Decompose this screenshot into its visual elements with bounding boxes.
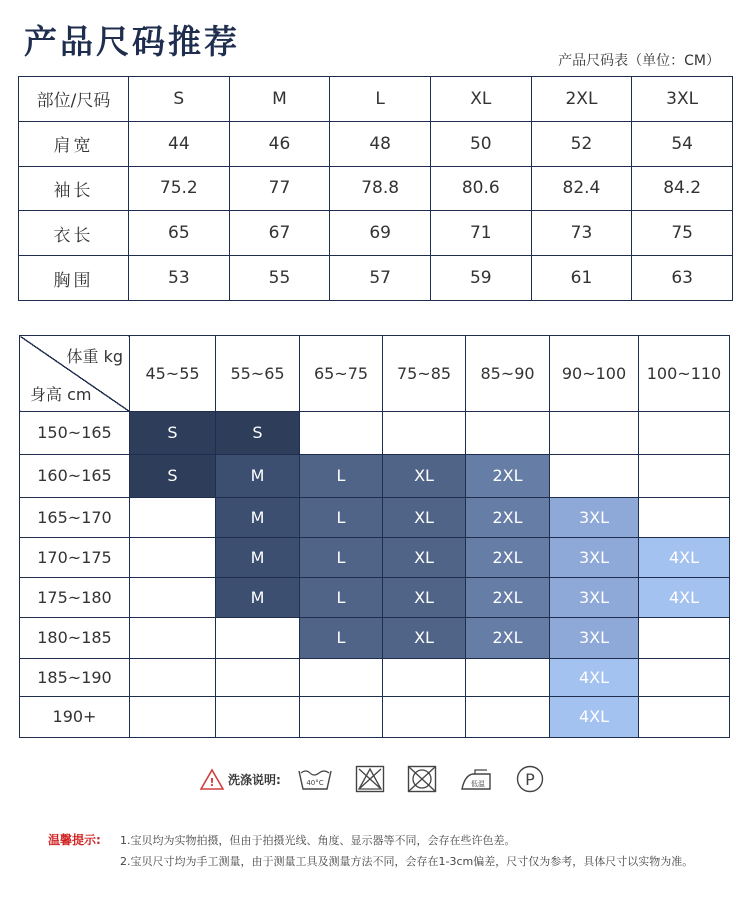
empty-cell — [466, 658, 550, 696]
recommended-size-cell: XL — [383, 537, 466, 577]
size-column-header: M — [229, 77, 330, 122]
empty-cell — [130, 658, 216, 696]
size-recommendation-table — [19, 335, 730, 738]
recommended-size-cell: S — [216, 412, 300, 454]
warning-icon — [200, 768, 224, 790]
measurement-value: 50 — [430, 121, 531, 166]
weight-range-header: 75~85 — [383, 336, 466, 412]
recommendation-row — [20, 497, 730, 537]
measurement-value: 48 — [330, 121, 431, 166]
measurement-value: 75.2 — [129, 166, 230, 211]
measurement-value: 71 — [430, 211, 531, 256]
measurement-value: 80.6 — [430, 166, 531, 211]
measurement-value: 84.2 — [632, 166, 733, 211]
measurement-value: 44 — [129, 121, 230, 166]
svg-text:40°C: 40°C — [306, 779, 324, 787]
empty-cell — [639, 696, 730, 737]
recommended-size-cell: M — [216, 497, 300, 537]
measurement-value: 75 — [632, 211, 733, 256]
recommended-size-cell: S — [130, 454, 216, 497]
tips-section — [48, 830, 738, 872]
height-range-label: 160~165 — [20, 454, 130, 497]
measurement-value: 67 — [229, 211, 330, 256]
measurement-label: 肩宽 — [19, 121, 129, 166]
recommended-size-cell: L — [300, 578, 383, 618]
weight-height-corner — [20, 336, 130, 412]
page-title: 产品尺码推荐 — [24, 22, 240, 61]
no-tumble-dry-icon — [407, 765, 437, 793]
empty-cell — [466, 696, 550, 737]
recommendation-row — [20, 537, 730, 577]
weight-range-header: 55~65 — [216, 336, 300, 412]
recommended-size-cell: XL — [383, 618, 466, 658]
measurement-value: 54 — [632, 121, 733, 166]
size-chart-row — [19, 121, 733, 166]
recommended-size-cell: M — [216, 537, 300, 577]
weight-axis-label: 体重 kg — [66, 347, 123, 366]
svg-text:!: ! — [209, 776, 215, 789]
recommended-size-cell: 4XL — [639, 578, 730, 618]
measurement-value: 73 — [531, 211, 632, 256]
recommended-size-cell: L — [300, 497, 383, 537]
weight-range-header: 90~100 — [550, 336, 639, 412]
height-range-label: 175~180 — [20, 578, 130, 618]
size-column-header: L — [330, 77, 431, 122]
recommended-size-cell: XL — [383, 454, 466, 497]
weight-range-header: 85~90 — [466, 336, 550, 412]
measurement-label: 袖长 — [19, 166, 129, 211]
empty-cell — [383, 696, 466, 737]
measurement-value: 69 — [330, 211, 431, 256]
empty-cell — [300, 412, 383, 454]
size-chart-row — [19, 256, 733, 301]
wash-label: 洗涤说明: — [228, 772, 281, 787]
height-range-label: 150~165 — [20, 412, 130, 454]
size-chart-row — [19, 166, 733, 211]
recommended-size-cell: 2XL — [466, 578, 550, 618]
height-range-label: 180~185 — [20, 618, 130, 658]
recommendation-row — [20, 696, 730, 737]
recommendation-row — [20, 578, 730, 618]
wash-40-icon — [297, 765, 333, 793]
empty-cell — [383, 412, 466, 454]
dry-clean-p-icon — [515, 764, 545, 794]
empty-cell — [466, 412, 550, 454]
size-chart-table — [18, 76, 733, 301]
measurement-value: 57 — [330, 256, 431, 301]
recommended-size-cell: L — [300, 618, 383, 658]
height-range-label: 190+ — [20, 696, 130, 737]
height-range-label: 165~170 — [20, 497, 130, 537]
size-column-header: S — [129, 77, 230, 122]
empty-cell — [550, 412, 639, 454]
measurement-value: 53 — [129, 256, 230, 301]
recommended-size-cell: 4XL — [639, 537, 730, 577]
measurement-value: 46 — [229, 121, 330, 166]
size-column-header: 2XL — [531, 77, 632, 122]
measurement-value: 78.8 — [330, 166, 431, 211]
empty-cell — [550, 454, 639, 497]
recommended-size-cell: 3XL — [550, 537, 639, 577]
empty-cell — [130, 497, 216, 537]
measurement-value: 61 — [531, 256, 632, 301]
recommended-size-cell: L — [300, 454, 383, 497]
measurement-value: 55 — [229, 256, 330, 301]
empty-cell — [130, 537, 216, 577]
svg-text:P: P — [524, 770, 535, 789]
size-chart-corner-label: 部位/尺码 — [19, 77, 129, 122]
weight-range-header: 65~75 — [300, 336, 383, 412]
svg-text:低温: 低温 — [470, 780, 485, 788]
recommended-size-cell: S — [130, 412, 216, 454]
measurement-value: 63 — [632, 256, 733, 301]
measurement-value: 82.4 — [531, 166, 632, 211]
empty-cell — [639, 618, 730, 658]
recommended-size-cell: M — [216, 454, 300, 497]
recommendation-row — [20, 454, 730, 497]
empty-cell — [130, 696, 216, 737]
weight-range-header: 45~55 — [130, 336, 216, 412]
empty-cell — [639, 497, 730, 537]
size-chart-row — [19, 211, 733, 256]
measurement-label: 胸围 — [19, 256, 129, 301]
wash-instructions — [200, 760, 567, 798]
recommended-size-cell: 4XL — [550, 696, 639, 737]
empty-cell — [639, 454, 730, 497]
iron-low-icon — [459, 765, 493, 793]
size-chart-header-row — [19, 77, 733, 122]
height-range-label: 185~190 — [20, 658, 130, 696]
measurement-value: 52 — [531, 121, 632, 166]
recommended-size-cell: M — [216, 578, 300, 618]
height-range-label: 170~175 — [20, 537, 130, 577]
recommendation-header-row — [20, 336, 730, 412]
no-bleach-icon — [355, 765, 385, 793]
empty-cell — [300, 696, 383, 737]
tip-line-1: 1.宝贝均为实物拍摄，但由于拍摄光线、角度、显示器等不同，会存在些许色差。 — [120, 834, 516, 847]
recommendation-row — [20, 658, 730, 696]
empty-cell — [300, 658, 383, 696]
recommendation-row — [20, 618, 730, 658]
empty-cell — [216, 658, 300, 696]
empty-cell — [383, 658, 466, 696]
recommended-size-cell: 4XL — [550, 658, 639, 696]
recommended-size-cell: 3XL — [550, 497, 639, 537]
measurement-value: 65 — [129, 211, 230, 256]
empty-cell — [639, 658, 730, 696]
empty-cell — [216, 618, 300, 658]
recommended-size-cell: L — [300, 537, 383, 577]
size-table-unit: 产品尺码表（单位：CM） — [558, 53, 720, 69]
empty-cell — [639, 412, 730, 454]
recommended-size-cell: 2XL — [466, 454, 550, 497]
measurement-value: 77 — [229, 166, 330, 211]
recommended-size-cell: 3XL — [550, 578, 639, 618]
recommended-size-cell: 2XL — [466, 618, 550, 658]
tip-line-2: 2.宝贝尺寸均为手工测量，由于测量工具及测量方法不同，会存在1-3cm偏差，尺寸仅为参考，具体尺寸以实物为准。 — [120, 855, 694, 868]
recommendation-row — [20, 412, 730, 454]
recommended-size-cell: XL — [383, 578, 466, 618]
recommended-size-cell: 2XL — [466, 497, 550, 537]
tips-label: 温馨提示: — [48, 833, 101, 847]
empty-cell — [130, 618, 216, 658]
measurement-value: 59 — [430, 256, 531, 301]
recommended-size-cell: 3XL — [550, 618, 639, 658]
size-column-header: 3XL — [632, 77, 733, 122]
recommended-size-cell: XL — [383, 497, 466, 537]
measurement-label: 衣长 — [19, 211, 129, 256]
recommended-size-cell: 2XL — [466, 537, 550, 577]
empty-cell — [130, 578, 216, 618]
empty-cell — [216, 696, 300, 737]
weight-range-header: 100~110 — [639, 336, 730, 412]
size-column-header: XL — [430, 77, 531, 122]
height-axis-label: 身高 cm — [30, 385, 92, 405]
